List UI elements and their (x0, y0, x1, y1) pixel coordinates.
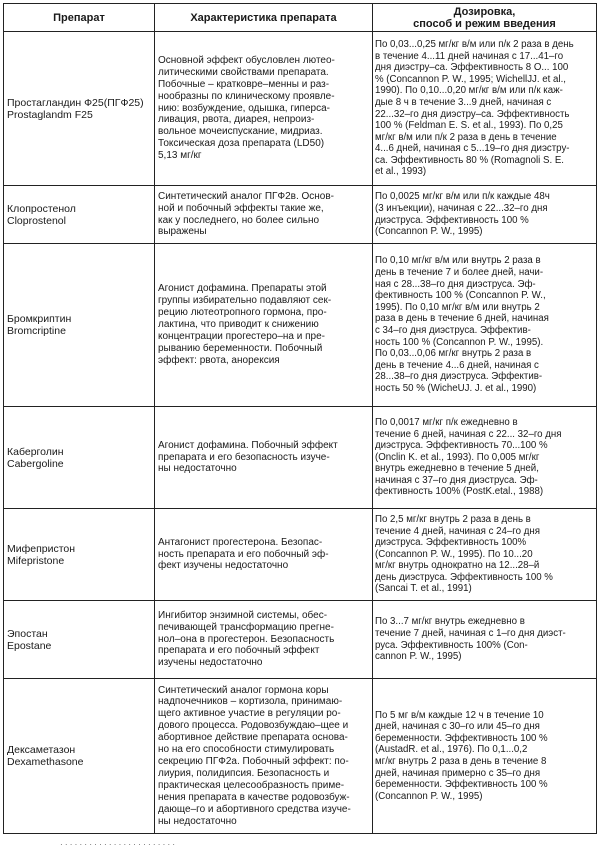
characteristic-cell (155, 601, 373, 679)
characteristic-line: Агонист дофамина. Побочный эффект (158, 439, 338, 451)
table-row (4, 407, 597, 509)
dosage-line: 22...32–го дня диэстру–са. Эффективность (375, 108, 570, 120)
characteristic-cell (155, 186, 373, 244)
characteristic-line: Ингибитор энзимной системы, обес- (158, 609, 328, 621)
characteristic-line: дающе–го и абортивного средства изуче- (158, 803, 351, 815)
dosage-line: дней, начиная примерно с 35–го дня (375, 767, 541, 779)
characteristic-line: щего активное участие в регуляции ро- (158, 708, 341, 720)
characteristic-line: литическими свойствами препарата. (158, 66, 329, 78)
dosage-line: беременности. Эффективность 100 % (375, 779, 548, 791)
dosage-line: ность 50 % (WicheUJ. J. et al., 1990) (375, 382, 537, 394)
characteristic-line: препарата и его побочный эффект (158, 645, 320, 657)
dosage-line: cannon P. W., 1995) (375, 651, 462, 663)
characteristic-line: ливация, рвота, диарея, непроиз- (158, 114, 315, 126)
drug-name-ru: Эпостан (7, 627, 48, 640)
drug-name-ru: Бромкриптин (7, 313, 72, 325)
dosage-line: (3 инъекции), начиная с 22...32–го дня (375, 202, 548, 214)
dosage-line: (Sancai T. et al., 1991) (375, 583, 472, 595)
characteristic-line: печивающей трансформацию прегне- (158, 621, 334, 633)
characteristic-line: нения препарата в качестве родовозбуж- (158, 791, 350, 803)
dosage-line: диэструса. Эффективность 100% (375, 537, 527, 549)
characteristic-line: выражены (158, 226, 207, 238)
table-row (4, 601, 597, 679)
characteristic-cell (155, 244, 373, 407)
dosage-line: (Concannon P. W., 1995). По 10...20 (375, 548, 533, 560)
characteristic-line: нообразны по клиническому проявле- (158, 90, 335, 102)
dosage-line: (Onclin K. et al., 1993). По 0,005 мг/кг (375, 451, 540, 463)
characteristic-cell (155, 509, 373, 601)
dosage-line: (Concannon P. W., 1995) (375, 790, 483, 802)
characteristic-line: рецию лютеотропного гормона, про- (158, 307, 327, 319)
dosage-line: беременности. Эффективность 100 % (375, 732, 548, 744)
characteristic-line: надпочечников – кортизола, принимаю- (158, 696, 343, 708)
dosage-line: внутрь ежедневно в течение 5 дней, (375, 463, 539, 475)
table-row (4, 509, 597, 601)
characteristic-line: ны недостаточно (158, 815, 237, 827)
dosage-line: 100 % (Feldman E. S. et al., 1993). По 0,25 (375, 120, 563, 132)
characteristic-line: лактина, что приводит к снижению (158, 319, 319, 331)
drug-table (3, 3, 597, 834)
dosage-line: день в течение 7 и более дней, начи- (375, 267, 544, 279)
dosage-line: в течение 4...11 дней начиная с 17...41–го (375, 50, 564, 62)
dosage-line: день диэструса. Эффективность 100 % (375, 571, 553, 583)
table-row (4, 186, 597, 244)
dosage-line: диэструса. Эффективность 70...100 % (375, 440, 548, 452)
drug-name-ru: Каберголин (7, 445, 64, 458)
dosage-line: 4...6 дней, начиная с 5...19–го дня диэстру- (375, 143, 570, 155)
characteristic-line: Антагонист прогестерона. Безопас- (158, 536, 323, 548)
dosage-cell (373, 509, 597, 601)
characteristic-line: Побочные – кратковре–менны и раз- (158, 78, 330, 90)
header-dosage-line1: Дозировка, (453, 5, 516, 18)
dosage-line: руса. Эффективность 100% (Con- (375, 639, 528, 651)
drug-name-en: Bromcriptine (7, 325, 66, 337)
characteristic-cell (155, 679, 373, 834)
characteristic-line: Основной эффект обусловлен лютео- (158, 54, 335, 66)
dosage-line: По 0,0017 мг/кг п/к ежедневно в (375, 416, 518, 428)
dosage-line: 1995). По 0,10 мг/кг в/м или внутрь 2 (375, 301, 540, 313)
characteristic-cell (155, 32, 373, 186)
dosage-line: 28...38–го дня диэструса. Эффектив- (375, 371, 543, 383)
drug-name-en: Cloprostenol (7, 214, 66, 227)
header-dosage (373, 4, 597, 32)
drug-name-en: Mifepristone (7, 554, 65, 567)
dosage-line: et al., 1993) (375, 166, 427, 178)
drug-name-cell (4, 679, 155, 834)
drug-name-en: Cabergoline (7, 457, 64, 470)
dosage-line: дые 8 ч в течение 3...9 дней, начиная с (375, 96, 552, 108)
characteristic-line: концентрации прогестеро–на и пре- (158, 330, 325, 342)
characteristic-cell (155, 407, 373, 509)
characteristic-line: вольное мочеиспускание, мидриаз. (158, 126, 323, 138)
header-row (4, 4, 597, 32)
dosage-line: фективность 100 % (Concannon P. W., (375, 290, 546, 302)
characteristic-line: но на его способности стимулировать (158, 744, 335, 756)
dosage-line: (AustadR. et al., 1976). По 0,1...0,2 (375, 744, 528, 756)
characteristic-line: группы избирательно подавляют сек- (158, 295, 332, 307)
table-row (4, 244, 597, 407)
dosage-line: фективность 100% (PostK.etal., 1988) (375, 486, 544, 498)
table-row (4, 32, 597, 186)
dosage-line: са. Эффективность 80 % (Romagnoli S. E. (375, 154, 565, 166)
drug-name-en: Dexamethasone (7, 756, 84, 768)
dosage-line: ность 100 % (Concannon P. W., 1995). (375, 336, 544, 348)
drug-name-cell (4, 32, 155, 186)
characteristic-line: Синтетический аналог ПГФ2в. Основ- (158, 190, 335, 202)
dosage-line: с 34–го дня диэструса. Эффектив- (375, 325, 531, 336)
dosage-line: день в течение 4...6 дней, начиная с (375, 359, 539, 371)
dosage-line: течение 4 дней, начиная с 24–го дня (375, 525, 540, 537)
dosage-line: течение 6 дней, начиная с 22... 32–го дня (375, 428, 562, 440)
characteristic-line: нол–она в прогестерон. Безопасность (158, 633, 335, 645)
dosage-line: мг/кг внутрь однократно на 12...28–й (375, 560, 540, 572)
dosage-line: мг/кг внутрь 2 раза в день в течение 8 (375, 756, 547, 767)
drug-name-ru: Простагландин Ф25(ПГФ25) (7, 96, 144, 109)
table-row (4, 679, 597, 834)
characteristic-line: дового процесса. Родовозбуждаю–щее и (158, 720, 349, 732)
characteristic-line: 5,13 мг/кг (158, 150, 202, 162)
characteristic-line: Синтетический аналог гормона коры (158, 684, 329, 696)
characteristic-line: препарата и его безопасность изуче- (158, 451, 330, 463)
characteristic-line: эффект: рвота, анорексия (158, 354, 280, 366)
drug-name-cell (4, 601, 155, 679)
characteristic-line: лиурия, полидипсия. Безопасность и (158, 767, 330, 779)
page-footer-fragment: · · · · · · · · · · · · · · · · · · · · · · · · (60, 840, 176, 849)
characteristic-line: как у последнего, но более сильно (158, 214, 320, 226)
header-characteristic: Характеристика препарата (155, 4, 373, 32)
dosage-line: мг/кг в/м или п/к 2 раза в день в течение (375, 131, 557, 143)
drug-name-cell (4, 407, 155, 509)
dosage-cell (373, 186, 597, 244)
dosage-line: раза в день в течение 6 дней, начиная (375, 313, 549, 325)
drug-name-ru: Клопростенол (7, 202, 76, 215)
characteristic-line: ность препарата и его побочный эф- (158, 548, 329, 560)
dosage-line: 1990). По 0,10...0,20 мг/кг в/м или п/к каж- (375, 85, 563, 97)
characteristic-line: Токсическая доза препарата (LD50) (158, 138, 325, 150)
drug-name-ru: Мифепристон (7, 542, 76, 555)
characteristic-line: рыванию беременности. Побочный (158, 342, 323, 354)
dosage-line: По 0,0025 мг/кг в/м или п/к каждые 48ч (375, 191, 550, 203)
dosage-line: течение 7 дней, начиная с 1–го дня диэст- (375, 627, 566, 639)
dosage-line: По 3...7 мг/кг внутрь ежедневно в (375, 616, 525, 628)
header-drug: Препарат (4, 4, 155, 32)
drug-name-en: Prostaglandm F25 (7, 108, 93, 121)
drug-name-ru: Дексаметазон (7, 744, 76, 756)
dosage-cell (373, 244, 597, 407)
drug-name-cell (4, 509, 155, 601)
characteristic-line: практическая целесообразность приме- (158, 779, 345, 791)
dosage-line: По 0,10 мг/кг в/м или внутрь 2 раза в (375, 255, 541, 267)
dosage-cell (373, 407, 597, 509)
dosage-line: ная с 28...38–го дня диэструса. Эф- (375, 278, 536, 290)
characteristic-line: Агонист дофамина. Препараты этой (158, 283, 327, 295)
drug-name-en: Epostane (7, 639, 52, 652)
dosage-line: По 0,03...0,06 мг/кг внутрь 2 раза в (375, 348, 532, 360)
characteristic-line: ной и побочный эффекты такие же, (158, 202, 324, 214)
characteristic-line: нию: возбуждение, одышка, гиперса- (158, 102, 330, 114)
dosage-line: дней, начиная с 30–го или 45–го дня (375, 721, 540, 733)
dosage-line: По 2,5 мг/кг внутрь 2 раза в день в (375, 513, 531, 525)
characteristic-line: изучены недостаточно (158, 657, 263, 669)
dosage-cell (373, 601, 597, 679)
dosage-line: дня диэстру–са. Эффективность 8 O... 100 (375, 62, 569, 74)
characteristic-line: абортивное действие препарата основа- (158, 732, 348, 744)
dosage-line: диэструса. Эффективность 100 % (375, 214, 529, 226)
dosage-line: (Concannon P. W., 1995) (375, 226, 483, 238)
dosage-line: По 0,03...0,25 мг/кг в/м или п/к 2 раза в день (375, 38, 574, 50)
dosage-line: начиная с 37–го дня диэструса. Эф- (375, 474, 538, 486)
dosage-cell (373, 679, 597, 834)
dosage-line: По 5 мг в/м каждые 12 ч в течение 10 (375, 709, 544, 721)
header-dosage-line2: способ и режим введения (413, 17, 556, 30)
dosage-line: % (Concannon P. W., 1995; WichellJJ. et al., (375, 73, 566, 85)
dosage-cell (373, 32, 597, 186)
characteristic-line: фект изучены недостаточно (158, 560, 289, 572)
characteristic-line: ны недостаточно (158, 463, 237, 475)
drug-name-cell (4, 186, 155, 244)
drug-name-cell (4, 244, 155, 407)
characteristic-line: секрецию ПГФ2а. Побочный эффект: по- (158, 756, 349, 767)
